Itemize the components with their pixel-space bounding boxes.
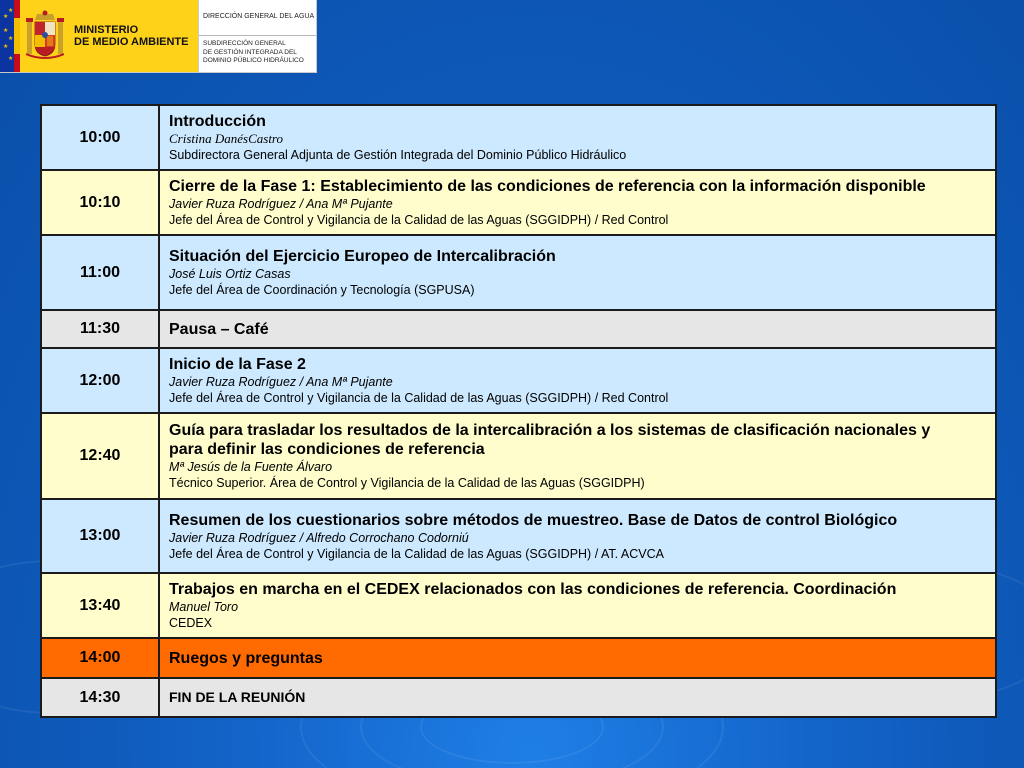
agenda-title: Resumen de los cuestionarios sobre métodos de muestreo. Base de Datos de control Biológico bbox=[169, 511, 898, 529]
agenda-role: Jefe del Área de Control y Vigilancia de la Calidad de las Aguas (SGGIDPH) / Red Control bbox=[169, 391, 669, 405]
agenda-row bbox=[41, 310, 996, 348]
agenda-role: CEDEX bbox=[169, 616, 213, 630]
agenda-row bbox=[41, 678, 996, 717]
agenda-description bbox=[159, 638, 996, 678]
agenda-row bbox=[41, 105, 996, 170]
agenda-description bbox=[159, 170, 996, 235]
agenda-role: Jefe del Área de Coordinación y Tecnología (SGPUSA) bbox=[169, 283, 475, 297]
agenda-row bbox=[41, 499, 996, 573]
agenda-presenter: Cristina DanésCastro bbox=[169, 131, 284, 146]
agenda-time: 11:00 bbox=[41, 235, 159, 310]
subdirectorate-line: SUBDIRECCIÓN GENERAL bbox=[203, 40, 286, 47]
ministry-header-logo bbox=[0, 0, 316, 72]
agenda-role: Jefe del Área de Control y Vigilancia de la Calidad de las Aguas (SGGIDPH) / AT. ACVCA bbox=[169, 546, 664, 561]
agenda-time: 13:40 bbox=[41, 573, 159, 638]
agenda-presenter: Javier Ruza Rodríguez / Ana Mª Pujante bbox=[169, 197, 393, 211]
agenda-presenter: José Luis Ortiz Casas bbox=[169, 267, 291, 281]
agenda-row bbox=[41, 348, 996, 413]
ministry-name bbox=[74, 24, 189, 48]
agenda-presenter: Manuel Toro bbox=[169, 600, 239, 614]
agenda-description bbox=[159, 235, 996, 310]
ministry-name-line: DE MEDIO AMBIENTE bbox=[74, 36, 189, 48]
agenda-title-continued: para definir las condiciones de referencia bbox=[169, 441, 485, 458]
agenda-description bbox=[159, 310, 996, 348]
agenda-time: 14:30 bbox=[41, 678, 159, 717]
agenda-description bbox=[159, 499, 996, 573]
subdirectorate-line: DOMINIO PÚBLICO HIDRÁULICO bbox=[203, 57, 304, 64]
agenda-row bbox=[41, 413, 996, 499]
agenda-title: Trabajos en marcha en el CEDEX relacionados con las condiciones de referencia. Coordinación bbox=[169, 581, 897, 598]
agenda-role: Subdirectora General Adjunta de Gestión Integrada del Dominio Público Hidráulico bbox=[169, 148, 627, 162]
agenda-description bbox=[159, 678, 996, 717]
agenda-time: 10:10 bbox=[41, 170, 159, 235]
agenda-presenter: Mª Jesús de la Fuente Álvaro bbox=[169, 460, 333, 474]
directorate-title: DIRECCIÓN GENERAL DEL AGUA bbox=[199, 0, 316, 36]
eu-flag-icon: ★ ★ ★ ★ ★ ★ bbox=[0, 0, 20, 72]
agenda-closing-title: FIN DE LA REUNIÓN bbox=[169, 689, 306, 705]
agenda-title: Guía para trasladar los resultados de la intercalibración a los sistemas de clasificación nacionales y bbox=[169, 422, 931, 439]
agenda-title: Introducción bbox=[169, 113, 266, 130]
ministry-block bbox=[20, 0, 198, 72]
agenda-presenter: Javier Ruza Rodríguez / Alfredo Corrochano Codorniú bbox=[169, 530, 469, 545]
agenda-title: Situación del Ejercicio Europeo de Intercalibración bbox=[169, 248, 556, 265]
agenda-time: 12:00 bbox=[41, 348, 159, 413]
subdirectorate-line: DE GESTIÓN INTEGRADA DEL bbox=[203, 48, 297, 56]
agenda-row bbox=[41, 638, 996, 678]
agenda-description bbox=[159, 105, 996, 170]
agenda-time: 12:40 bbox=[41, 413, 159, 499]
subdirectorate-title bbox=[199, 36, 316, 66]
agenda-time: 10:00 bbox=[41, 105, 159, 170]
spain-flag-stripe bbox=[14, 0, 20, 72]
agenda-description bbox=[159, 413, 996, 499]
agenda-row bbox=[41, 235, 996, 310]
ministry-name-line: MINISTERIO bbox=[74, 24, 139, 36]
agenda-title: Ruegos y preguntas bbox=[169, 649, 323, 667]
agenda-table bbox=[40, 104, 997, 718]
agenda-title: Inicio de la Fase 2 bbox=[169, 356, 306, 373]
agenda-time: 11:30 bbox=[41, 310, 159, 348]
agenda-presenter: Javier Ruza Rodríguez / Ana Mª Pujante bbox=[169, 375, 393, 389]
agenda-description bbox=[159, 573, 996, 638]
agenda-description bbox=[159, 348, 996, 413]
directorate-block bbox=[198, 0, 316, 72]
agenda-time: 13:00 bbox=[41, 499, 159, 573]
coat-of-arms-icon bbox=[26, 10, 64, 62]
agenda-title: Pausa – Café bbox=[169, 320, 269, 338]
agenda-role: Técnico Superior. Área de Control y Vigilancia de la Calidad de las Aguas (SGGIDPH) bbox=[169, 476, 645, 490]
agenda-time: 14:00 bbox=[41, 638, 159, 678]
agenda-row bbox=[41, 573, 996, 638]
agenda-row bbox=[41, 170, 996, 235]
agenda-role: Jefe del Área de Control y Vigilancia de la Calidad de las Aguas (SGGIDPH) / Red Control bbox=[169, 213, 669, 227]
agenda-title: Cierre de la Fase 1: Establecimiento de las condiciones de referencia con la información disponible bbox=[169, 178, 926, 195]
